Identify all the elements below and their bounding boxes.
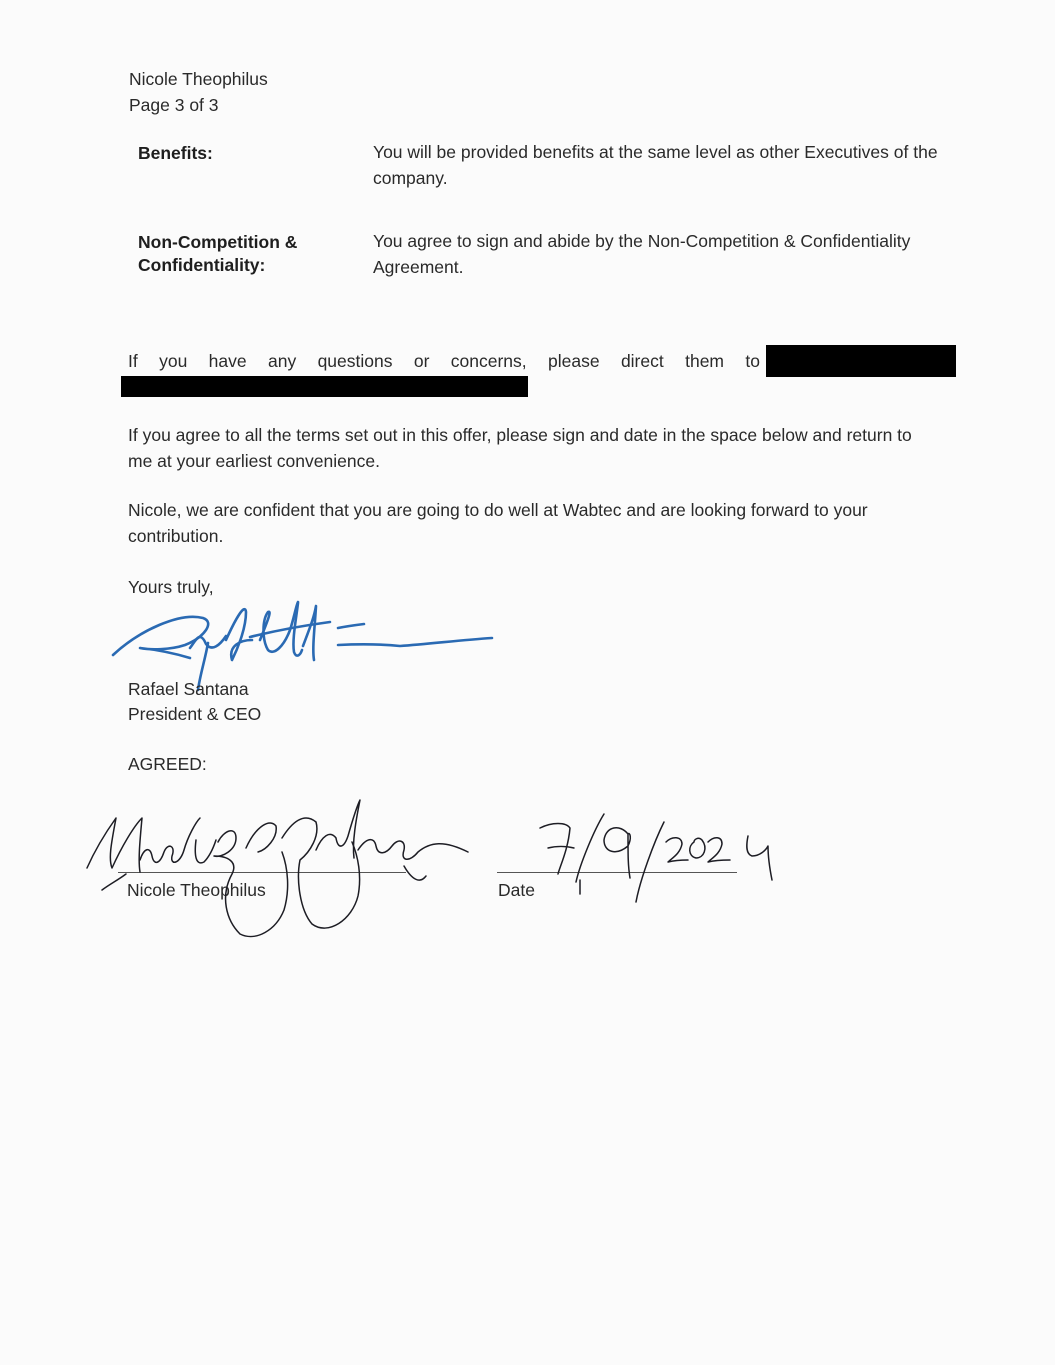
word: please <box>548 351 600 371</box>
page-number: Page 3 of 3 <box>129 95 219 115</box>
benefits-label: Benefits: <box>138 143 213 163</box>
signer-name: Rafael Santana <box>128 679 249 699</box>
signer-title: President & CEO <box>128 704 262 724</box>
noncompete-label-line2: Confidentiality: <box>138 255 266 275</box>
word: have <box>208 351 247 371</box>
employee-name: Nicole Theophilus <box>127 880 266 900</box>
word: or <box>413 351 430 371</box>
word: you <box>159 351 188 371</box>
noncompete-text: You agree to sign and abide by the Non-Competition & Confidentiality Agreement. <box>373 231 911 277</box>
word: If <box>128 351 138 371</box>
closing: Yours truly, <box>128 577 214 597</box>
word: any <box>267 351 297 371</box>
word: concerns, <box>450 351 527 371</box>
confident-paragraph: Nicole, we are confident that you are going to do well at Wabtec and are looking forward to your contribution. <box>128 500 868 546</box>
word: direct <box>620 351 664 371</box>
date-label: Date <box>498 880 535 900</box>
agree-paragraph: If you agree to all the terms set out in this offer, please sign and date in the space below and return to me at your earliest convenience. <box>128 425 912 471</box>
benefits-text: You will be provided benefits at the same level as other Executives of the company. <box>373 142 938 188</box>
word: them <box>685 351 724 371</box>
word: to <box>745 351 760 371</box>
noncompete-label-line1: Non-Competition & <box>138 232 298 252</box>
agreed-label: AGREED: <box>128 754 207 774</box>
word: questions <box>317 351 393 371</box>
header-name: Nicole Theophilus <box>129 69 268 89</box>
